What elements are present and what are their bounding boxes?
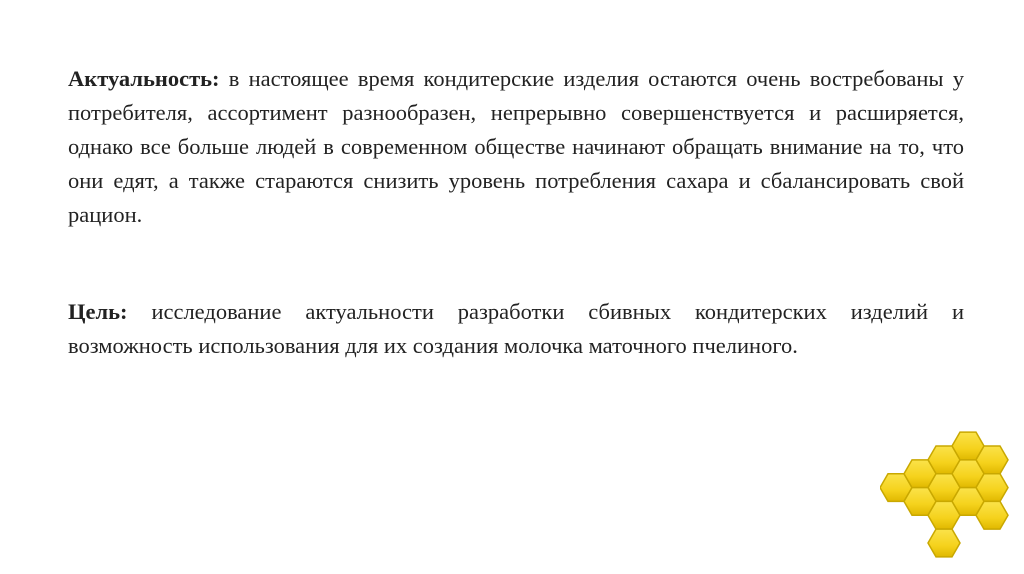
- goal-paragraph: [68, 295, 964, 363]
- honeycomb-cell: [928, 529, 960, 557]
- relevance-label: Актуальность:: [68, 66, 220, 91]
- honeycomb-cells: [880, 432, 1008, 557]
- honeycomb-cell: [928, 501, 960, 529]
- relevance-paragraph: [68, 62, 964, 232]
- honeycomb-icon: [880, 430, 1010, 560]
- goal-label: Цель:: [68, 299, 128, 324]
- goal-text: исследование актуальности разработки сбивных кондитерских изделий и возможность использования для их создания молочка маточного пчелиного.: [68, 299, 964, 358]
- honeycomb-cell: [976, 501, 1008, 529]
- relevance-text: в настоящее время кондитерские изделия остаются очень востребованы у потребителя, ассортимент разнообразен, непрерывно совершенствуется и расширяется, однако все больше людей в современном обществе начинают обращать внимание на то, что они едят, а также стараются снизить уровень потребления сахара и сбалансировать свой рацион.: [68, 66, 964, 227]
